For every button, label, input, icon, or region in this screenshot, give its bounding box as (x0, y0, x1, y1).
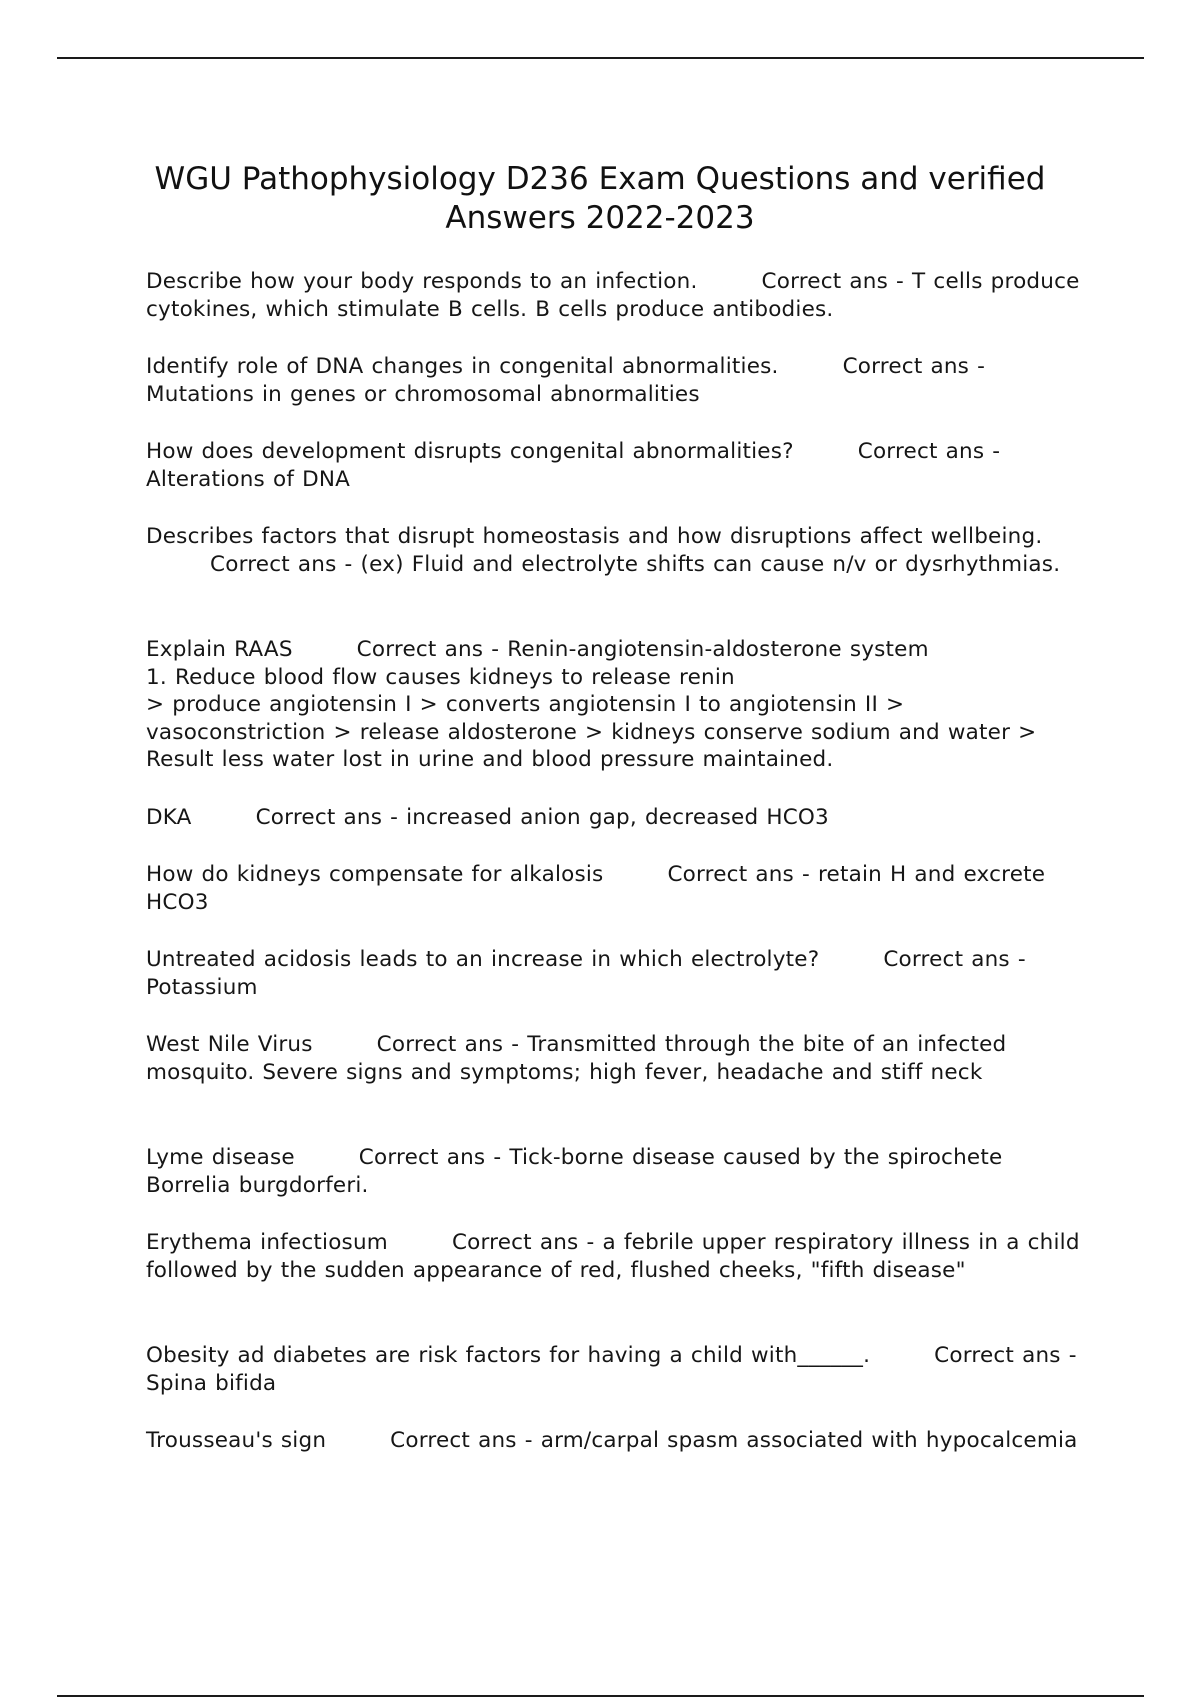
qa-item-4 (146, 523, 1086, 578)
question-text: Lyme disease (146, 1145, 295, 1170)
answer-text: Correct ans - retain H and excrete HCO3 (146, 862, 1046, 915)
answer-text: Correct ans - increased anion gap, decreased HCO3 (255, 805, 829, 830)
qa-item-11 (146, 1229, 1086, 1284)
qa-item-8 (146, 946, 1086, 1001)
qa-item-5 (146, 636, 1086, 774)
qa-item-7 (146, 861, 1086, 916)
question-text: Erythema infectiosum (146, 1230, 388, 1255)
qa-item-10 (146, 1144, 1086, 1199)
question-text: Explain RAAS (146, 637, 293, 662)
qa-item-6 (146, 804, 1086, 832)
answer-text: Correct ans - Spina bifida (146, 1343, 1077, 1396)
qa-item-2 (146, 353, 1086, 408)
document-title: WGU Pathophysiology D236 Exam Questions and verified Answers 2022-2023 (154, 161, 1046, 236)
footer-rule (57, 1695, 1144, 1697)
question-text: Untreated acidosis leads to an increase in which electrolyte? (146, 947, 820, 972)
question-text: How do kidneys compensate for alkalosis (146, 862, 604, 887)
question-text: How does development disrupts congenital abnormalities? (146, 439, 794, 464)
qa-item-9 (146, 1031, 1086, 1086)
qa-item-1 (146, 268, 1086, 323)
qa-item-3 (146, 438, 1086, 493)
question-text: Obesity ad diabetes are risk factors for having a child with______. (146, 1343, 871, 1368)
question-text: Trousseau's sign (146, 1428, 327, 1453)
qa-item-12 (146, 1342, 1086, 1397)
question-text: Identify role of DNA changes in congenital abnormalities. (146, 354, 779, 379)
question-text: DKA (146, 805, 192, 830)
question-text: Describes factors that disrupt homeostasis and how disruptions affect wellbeing. (146, 524, 1043, 549)
answer-text: Correct ans - Transmitted through the bite of an infected mosquito. Severe signs and symptoms; high fever, headache and stiff neck (146, 1032, 1007, 1085)
answer-text: Correct ans - Alterations of DNA (146, 439, 1001, 492)
answer-text: Correct ans - a febrile upper respiratory illness in a child followed by the sudden appearance of red, flushed cheeks, "fifth disease" (146, 1230, 1080, 1283)
answer-text: Correct ans - Tick-borne disease caused by the spirochete Borrelia burgdorferi. (146, 1145, 1003, 1198)
answer-text: Correct ans - (ex) Fluid and electrolyte shifts can cause n/v or dysrhythmias. (210, 551, 1061, 577)
answer-text: Correct ans - Renin-angiotensin-aldosterone system 1. Reduce blood flow causes kidneys to release renin > produce angiotensin I > converts angiotensin I to angiotensin II > vasoconstriction > release aldosterone > kidneys conserve sodium and water > Result less water lost in urine and blood pressure maintained. (146, 637, 1037, 772)
answer-text: Correct ans - arm/carpal spasm associated with hypocalcemia (390, 1428, 1078, 1453)
answer-text: Correct ans - Potassium (146, 947, 1026, 1000)
question-text: Describe how your body responds to an infection. (146, 269, 698, 294)
answer-text: Correct ans - T cells produce cytokines, which stimulate B cells. B cells produce antibodies. (146, 269, 1080, 322)
qa-item-13 (146, 1427, 1086, 1455)
question-text: West Nile Virus (146, 1032, 313, 1057)
answer-text: Correct ans - Mutations in genes or chromosomal abnormalities (146, 354, 986, 407)
header-rule (57, 57, 1144, 59)
